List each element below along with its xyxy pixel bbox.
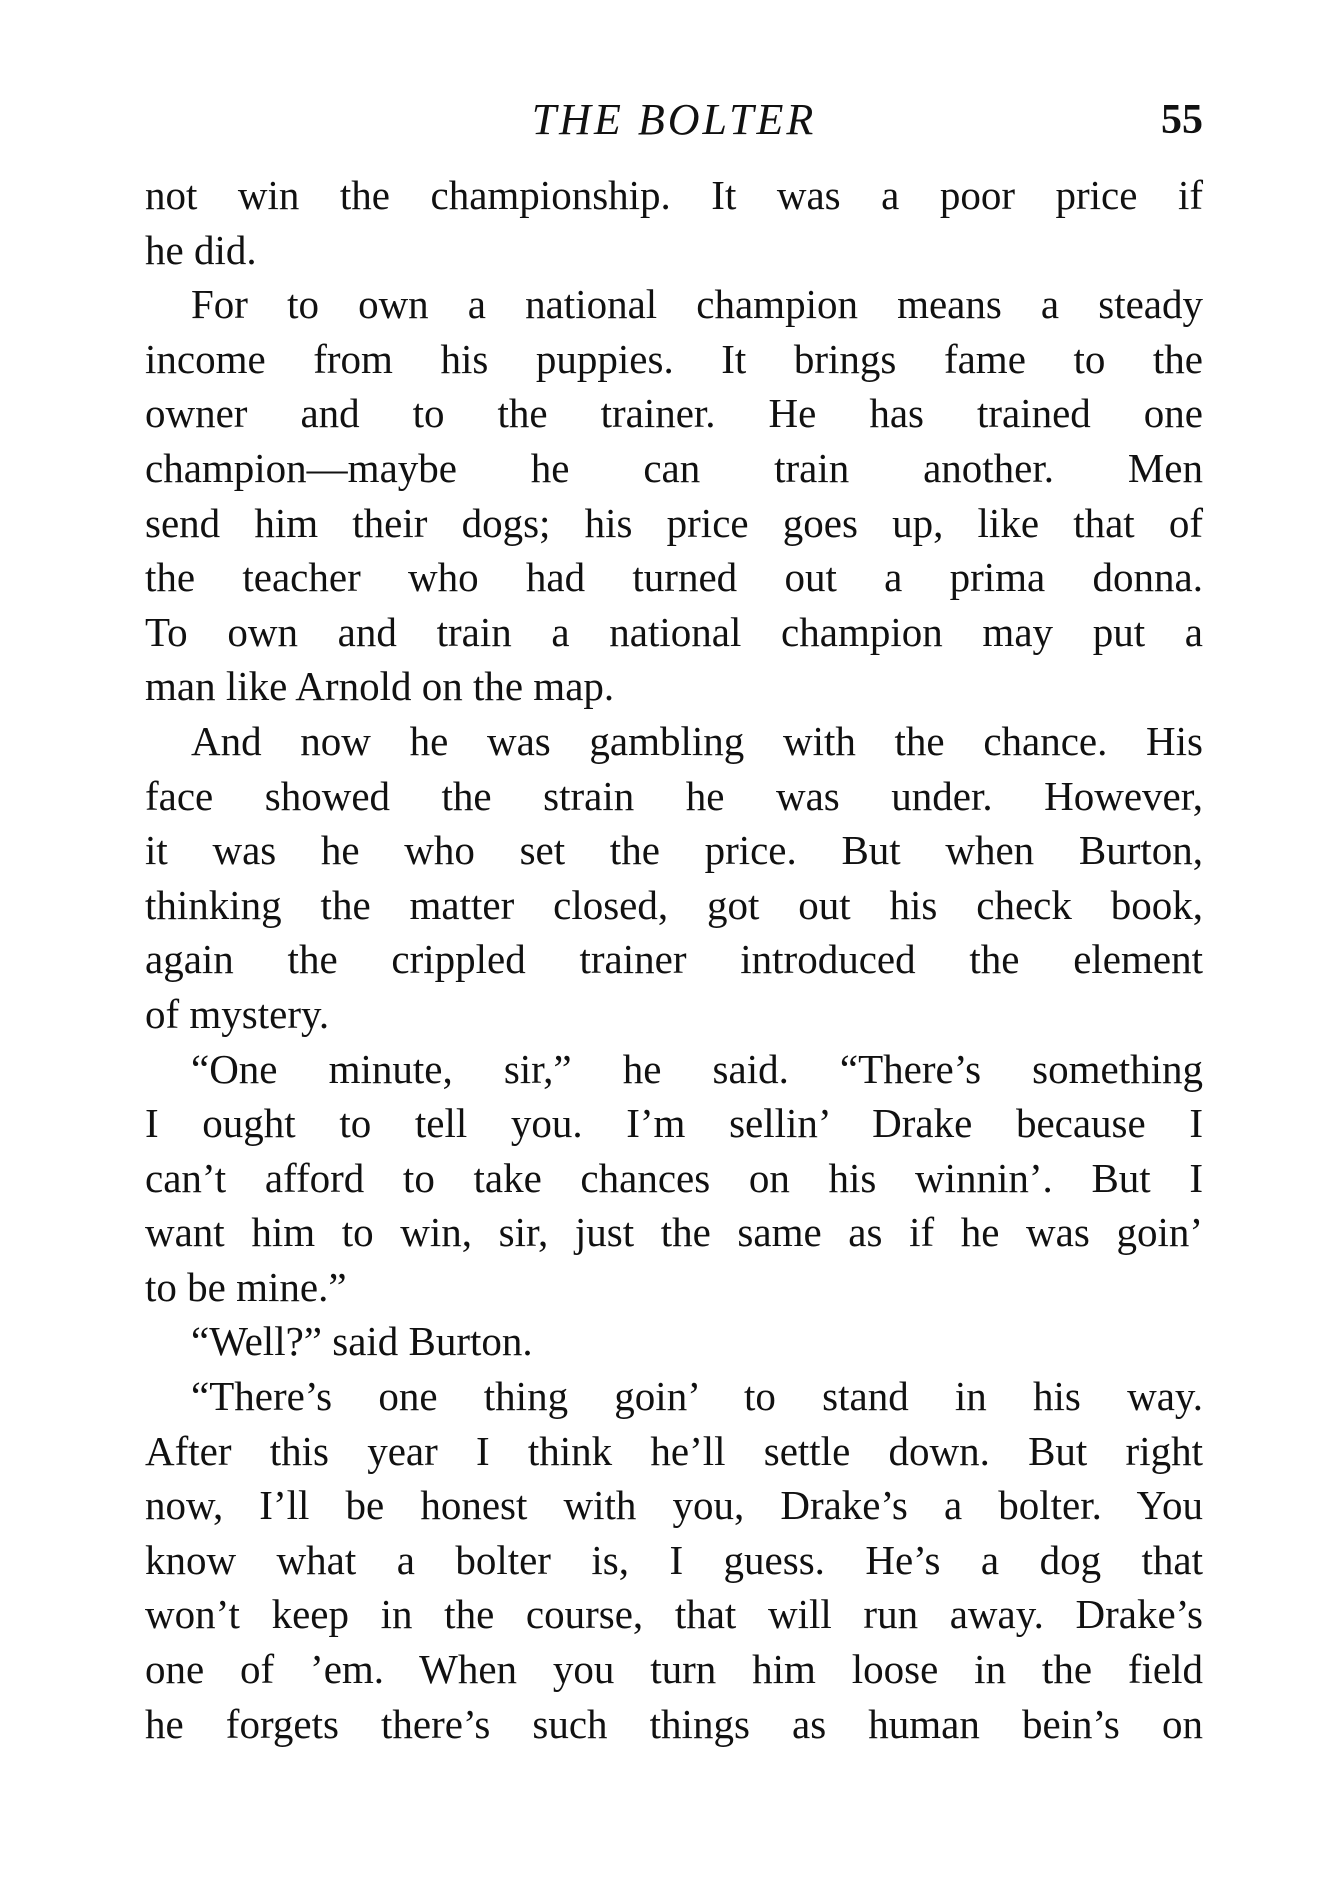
text-line: now, I’ll be honest with you, Drake’s a bolter. You: [145, 1482, 1203, 1529]
text-line: the teacher who had turned out a prima donna.: [145, 554, 1203, 601]
text-line: For to own a national champion means a steady: [191, 281, 1203, 328]
text-line: again the crippled trainer introduced the element: [145, 936, 1203, 983]
text-line: he did.: [145, 226, 257, 273]
text-line: owner and to the trainer. He has trained one: [145, 390, 1203, 437]
text-line: income from his puppies. It brings fame to the: [145, 335, 1203, 382]
text-line: send him their dogs; his price goes up, like that of: [145, 499, 1203, 546]
text-line: To own and train a national champion may put a: [145, 608, 1203, 655]
text-line: “Well?” said Burton.: [191, 1318, 533, 1365]
text-line: After this year I think he’ll settle down. But right: [145, 1427, 1203, 1474]
text-line: it was he who set the price. But when Burton,: [145, 827, 1203, 874]
page-number: 55: [1161, 97, 1203, 143]
text-line: thinking the matter closed, got out his check book,: [145, 881, 1203, 928]
text-line: can’t afford to take chances on his winnin’. But I: [145, 1154, 1203, 1201]
text-line: one of ’em. When you turn him loose in the field: [145, 1646, 1203, 1693]
text-line: not win the championship. It was a poor price if: [145, 172, 1203, 218]
text-line: “There’s one thing goin’ to stand in his way.: [191, 1373, 1203, 1420]
running-title: THE BOLTER: [531, 95, 817, 144]
body-text: [145, 168, 1203, 1751]
text-line: won’t keep in the course, that will run away. Drake’s: [145, 1591, 1203, 1638]
text-line: he forgets there’s such things as human bein’s on: [145, 1700, 1203, 1747]
text-line: face showed the strain he was under. However,: [145, 772, 1203, 819]
running-head: [145, 92, 1203, 148]
text-line: And now he was gambling with the chance. His: [191, 717, 1203, 764]
text-line: man like Arnold on the map.: [145, 663, 615, 710]
text-line: champion—maybe he can train another. Men: [145, 444, 1203, 491]
text-line: to be mine.”: [145, 1263, 347, 1310]
text-line: “One minute, sir,” he said. “There’s something: [191, 1045, 1203, 1092]
text-line: I ought to tell you. I’m sellin’ Drake because I: [145, 1100, 1203, 1147]
text-line: want him to win, sir, just the same as if he was goin’: [145, 1209, 1203, 1256]
text-line: of mystery.: [145, 990, 330, 1037]
text-line: know what a bolter is, I guess. He’s a dog that: [145, 1536, 1203, 1583]
